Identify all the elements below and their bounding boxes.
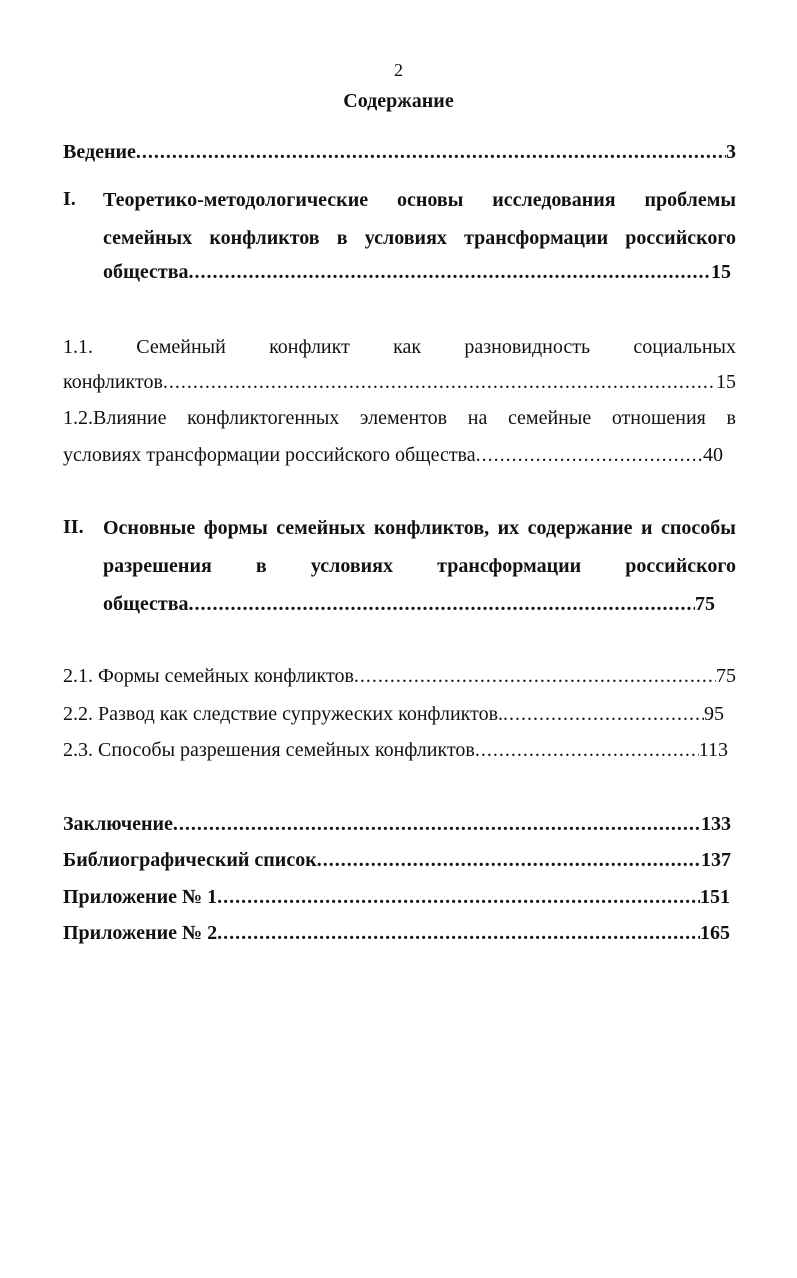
toc-entry-section22[interactable] [63, 702, 724, 726]
word: российского [625, 227, 736, 249]
toc-entry-chapter2[interactable] [103, 592, 715, 616]
word: Основные [103, 517, 196, 539]
chapter1-title-line1[interactable] [103, 188, 736, 212]
word: условиях [310, 555, 393, 577]
toc-entry-appendix1[interactable] [63, 885, 730, 909]
word: способы [661, 517, 736, 539]
toc-page: 15 [716, 371, 736, 393]
word: конфликтов, [373, 517, 490, 539]
chapter2-title-line1[interactable] [103, 516, 736, 540]
toc-entry-appendix2[interactable] [63, 921, 730, 945]
dot-leader [189, 592, 695, 616]
toc-page: 151 [700, 886, 730, 908]
word: 1.2.Влияние [63, 407, 167, 429]
toc-page: 95 [704, 703, 724, 725]
toc-page: 165 [700, 922, 730, 944]
dot-leader [317, 848, 701, 872]
dot-leader [136, 140, 726, 164]
toc-page: 75 [716, 665, 736, 687]
toc-label: 2.1. Формы семейных конфликтов [63, 665, 354, 687]
word: семейных [103, 227, 193, 249]
word: проблемы [644, 189, 736, 211]
word: содержание [527, 517, 633, 539]
dot-leader [217, 921, 700, 945]
word: конфликт [269, 336, 350, 358]
word: социальных [633, 336, 736, 358]
word: отношения [611, 407, 706, 429]
word: как [393, 336, 422, 358]
word: разрешения [103, 555, 212, 577]
word: трансформации [464, 227, 609, 249]
word: в [336, 227, 348, 249]
word: 1.1. [63, 336, 93, 358]
toc-entry-intro[interactable] [63, 140, 736, 164]
word: исследования [492, 189, 616, 211]
toc-page: 133 [701, 813, 731, 835]
toc-label: Ведение [63, 141, 136, 163]
toc-label: Приложение № 1 [63, 886, 218, 908]
dot-leader [476, 443, 703, 467]
dot-leader [354, 664, 716, 688]
toc-label: общества [103, 261, 189, 283]
toc-entry-chapter1[interactable] [103, 260, 731, 284]
section12-title-line1[interactable] [63, 406, 736, 430]
toc-label: 2.3. Способы разрешения семейных конфликтов [63, 739, 475, 761]
word: и [641, 517, 653, 539]
section11-title-line1[interactable] [63, 335, 736, 359]
toc-entry-section21[interactable] [63, 664, 736, 688]
word: российского [625, 555, 736, 577]
word: конфликтов [209, 227, 320, 249]
dot-leader [189, 260, 711, 284]
chapter1-title-line2[interactable] [103, 226, 736, 250]
word: разновидность [464, 336, 591, 358]
dot-leader [475, 738, 699, 762]
page-title: Содержание [343, 90, 454, 112]
word: Семейный [136, 336, 226, 358]
chapter-number: I. [63, 188, 76, 210]
toc-label: условиях трансформации российского общества [63, 444, 476, 466]
word: на [467, 407, 488, 429]
toc-entry-section11[interactable] [63, 370, 736, 394]
word: трансформации [437, 555, 582, 577]
word: условиях [364, 227, 447, 249]
toc-page: 40 [703, 444, 723, 466]
toc-entry-section23[interactable] [63, 738, 728, 762]
word: их [497, 517, 520, 539]
toc-label: конфликтов [63, 371, 163, 393]
word: конфликтогенных [187, 407, 340, 429]
word: семейные [507, 407, 592, 429]
toc-page: 3 [726, 141, 736, 163]
toc-page: 113 [698, 739, 728, 761]
chapter-number: II. [63, 516, 84, 538]
dot-leader [163, 370, 716, 394]
word: основы [396, 189, 464, 211]
word: в [255, 555, 267, 577]
toc-page: 137 [701, 849, 731, 871]
word: семейных [276, 517, 366, 539]
toc-label: Библиографический список [63, 849, 317, 871]
word: элементов [359, 407, 448, 429]
dot-leader [173, 812, 701, 836]
toc-label: Заключение [63, 813, 173, 835]
toc-page: 15 [711, 261, 731, 283]
toc-label: 2.2. Развод как следствие супружеских конфликтов. [63, 703, 504, 725]
word: в [726, 407, 736, 429]
word: формы [203, 517, 268, 539]
toc-entry-section12[interactable] [63, 443, 723, 467]
page-number: 2 [394, 60, 403, 80]
toc-entry-conclusion[interactable] [63, 812, 731, 836]
toc-label: Приложение № 2 [63, 922, 218, 944]
chapter2-title-line2[interactable] [103, 554, 736, 578]
dot-leader [217, 885, 700, 909]
word: Теоретико-методологические [103, 189, 369, 211]
toc-entry-bibliography[interactable] [63, 848, 731, 872]
dot-leader [503, 702, 704, 726]
toc-label: общества [103, 593, 189, 615]
toc-page: 75 [695, 593, 715, 615]
